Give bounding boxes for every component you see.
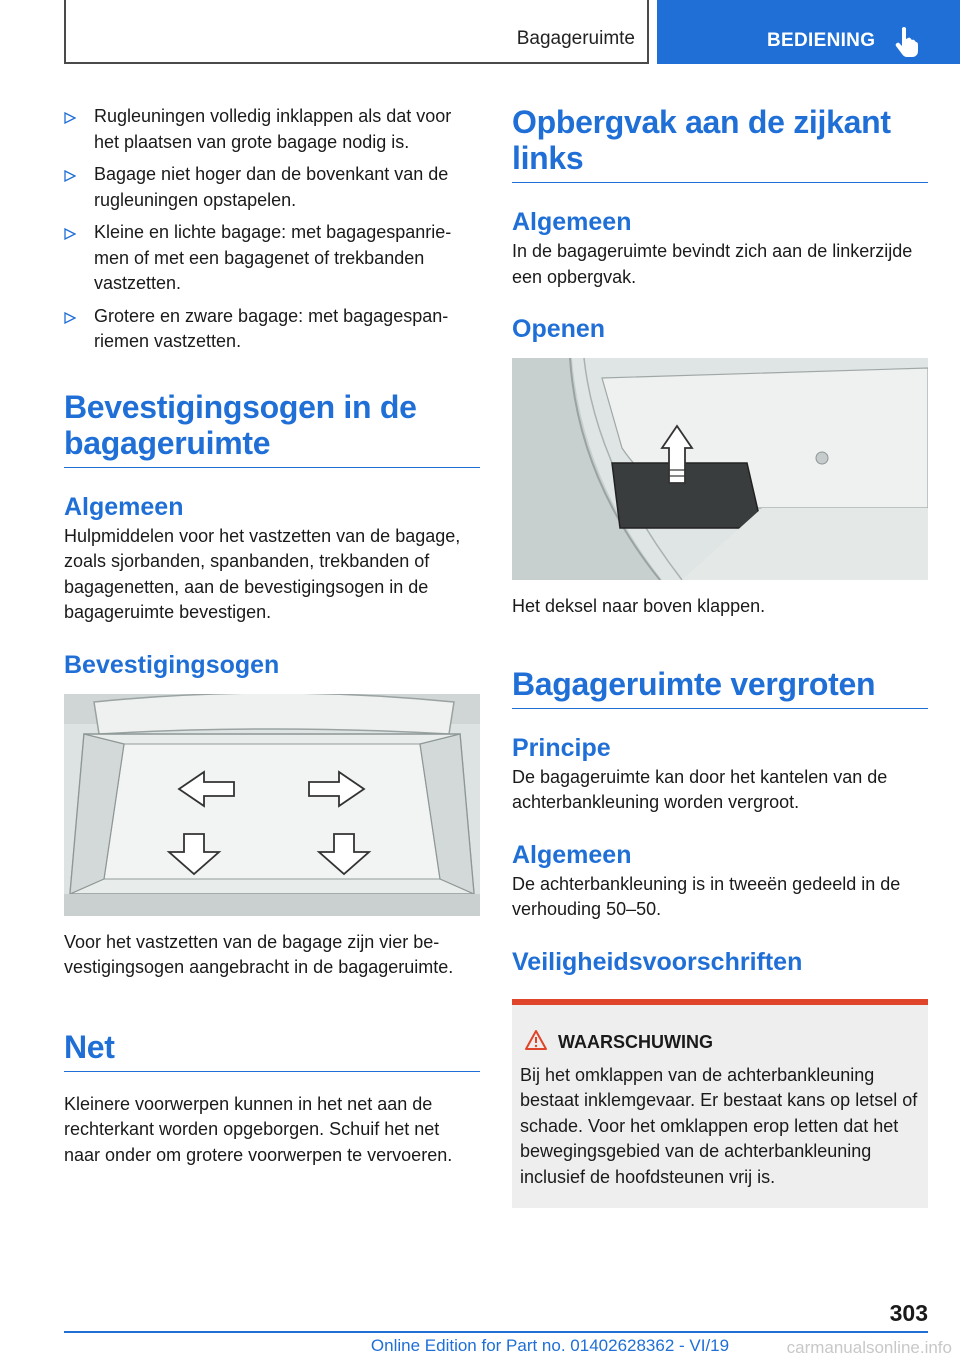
page-number: 303	[889, 1300, 928, 1326]
footer-watermark: carmanualsonline.info	[786, 1338, 952, 1357]
list-item: Bagage niet hoger dan de bovenkant van de rugleuningen opstapelen.	[64, 162, 480, 213]
footer-edition: Online Edition for Part no. 01402628362 - VI/19	[370, 1336, 730, 1355]
text-general-2: De achterbankleuning is in tweeën gedeeld in de verhouding 50–50.	[512, 873, 901, 919]
triangle-bullet-icon	[64, 228, 76, 240]
caption-fastening-eyes: Voor het vastzetten van de bagage zijn vier bevestigingsogen aangebracht in de bagageruimte.	[64, 931, 454, 977]
heading-open: Openen	[512, 315, 606, 343]
left-column	[64, 104, 480, 1168]
text-principle: De bagageruimte kan door het kantelen van de achterbankleuning worden vergroot.	[512, 766, 888, 812]
bullet-list	[64, 104, 480, 355]
header-chapter-label: BEDIENING	[767, 30, 876, 51]
header-chapter-tab	[657, 0, 960, 64]
text-general-right: In de bagageruimte bevindt zich aan de linkerzijde een opbergvak.	[512, 241, 913, 287]
heading-general-right: Algemeen	[512, 208, 632, 236]
warning-triangle-icon	[524, 1029, 548, 1051]
triangle-bullet-icon	[64, 170, 76, 182]
text-general: Hulpmiddelen voor het vastzetten van de bagage, zoals sjorbanden, spanbanden, trekbanden of bagagenetten, aan de bevestigingsogen in de bagageruimte bevestigen.	[64, 525, 461, 622]
heading-principle: Principe	[512, 733, 611, 762]
trunk-illustration	[64, 694, 480, 916]
heading-enlarge: Bagageruimte vergroten	[512, 666, 928, 709]
footer-rule	[64, 1331, 928, 1333]
heading-fastening-eyes: Bevestigingsogen in de bagageruimte	[64, 389, 480, 468]
heading-general: Algemeen	[64, 492, 184, 521]
heading-general-2: Algemeen	[512, 840, 632, 869]
header-section-box	[64, 0, 649, 64]
warning-title: WAARSCHUWING	[520, 1031, 920, 1053]
hand-pointer-icon	[893, 26, 919, 58]
heading-side-compartment: Opbergvak aan de zijkant links	[512, 104, 928, 183]
figure-side-compartment	[512, 358, 928, 580]
triangle-bullet-icon	[64, 312, 76, 324]
list-item: Kleine en lichte bagage: met bagagespanriemen of met een bagagenet of trekbanden vastzetten.	[64, 220, 480, 297]
warning-text: Bij het omklappen van de achterbankleuning bestaat inklemgevaar. Er bestaat kans op letsel of schade. Voor het omklappen erop letten dat het bewegingsgebied van de achterbankleuning inclusief de hoofdsteunen vrij is.	[520, 1064, 918, 1187]
heading-safety: Veiligheidsvoorschriften	[512, 947, 803, 976]
triangle-bullet-icon	[64, 112, 76, 124]
warning-box	[512, 999, 928, 1209]
heading-net: Net	[64, 1029, 480, 1072]
text-net: Kleinere voorwerpen kunnen in het net aan de rechterkant worden opgeborgen. Schuif het net naar onder om grotere voorwerpen te vervoeren.	[64, 1093, 453, 1165]
list-item: Grotere en zware bagage: met bagagespanriemen vastzetten.	[64, 304, 480, 355]
figure-trunk-eyes	[64, 694, 480, 916]
right-column	[512, 104, 928, 1208]
heading-fastening-eyes-sub: Bevestigingsogen	[64, 650, 280, 679]
caption-open: Het deksel naar boven klappen.	[512, 596, 766, 616]
list-item: Rugleuningen volledig inklappen als dat voor het plaatsen van grote bagage nodig is.	[64, 104, 480, 155]
header-section-title: Bagageruimte	[516, 28, 635, 49]
compartment-illustration	[512, 358, 928, 580]
